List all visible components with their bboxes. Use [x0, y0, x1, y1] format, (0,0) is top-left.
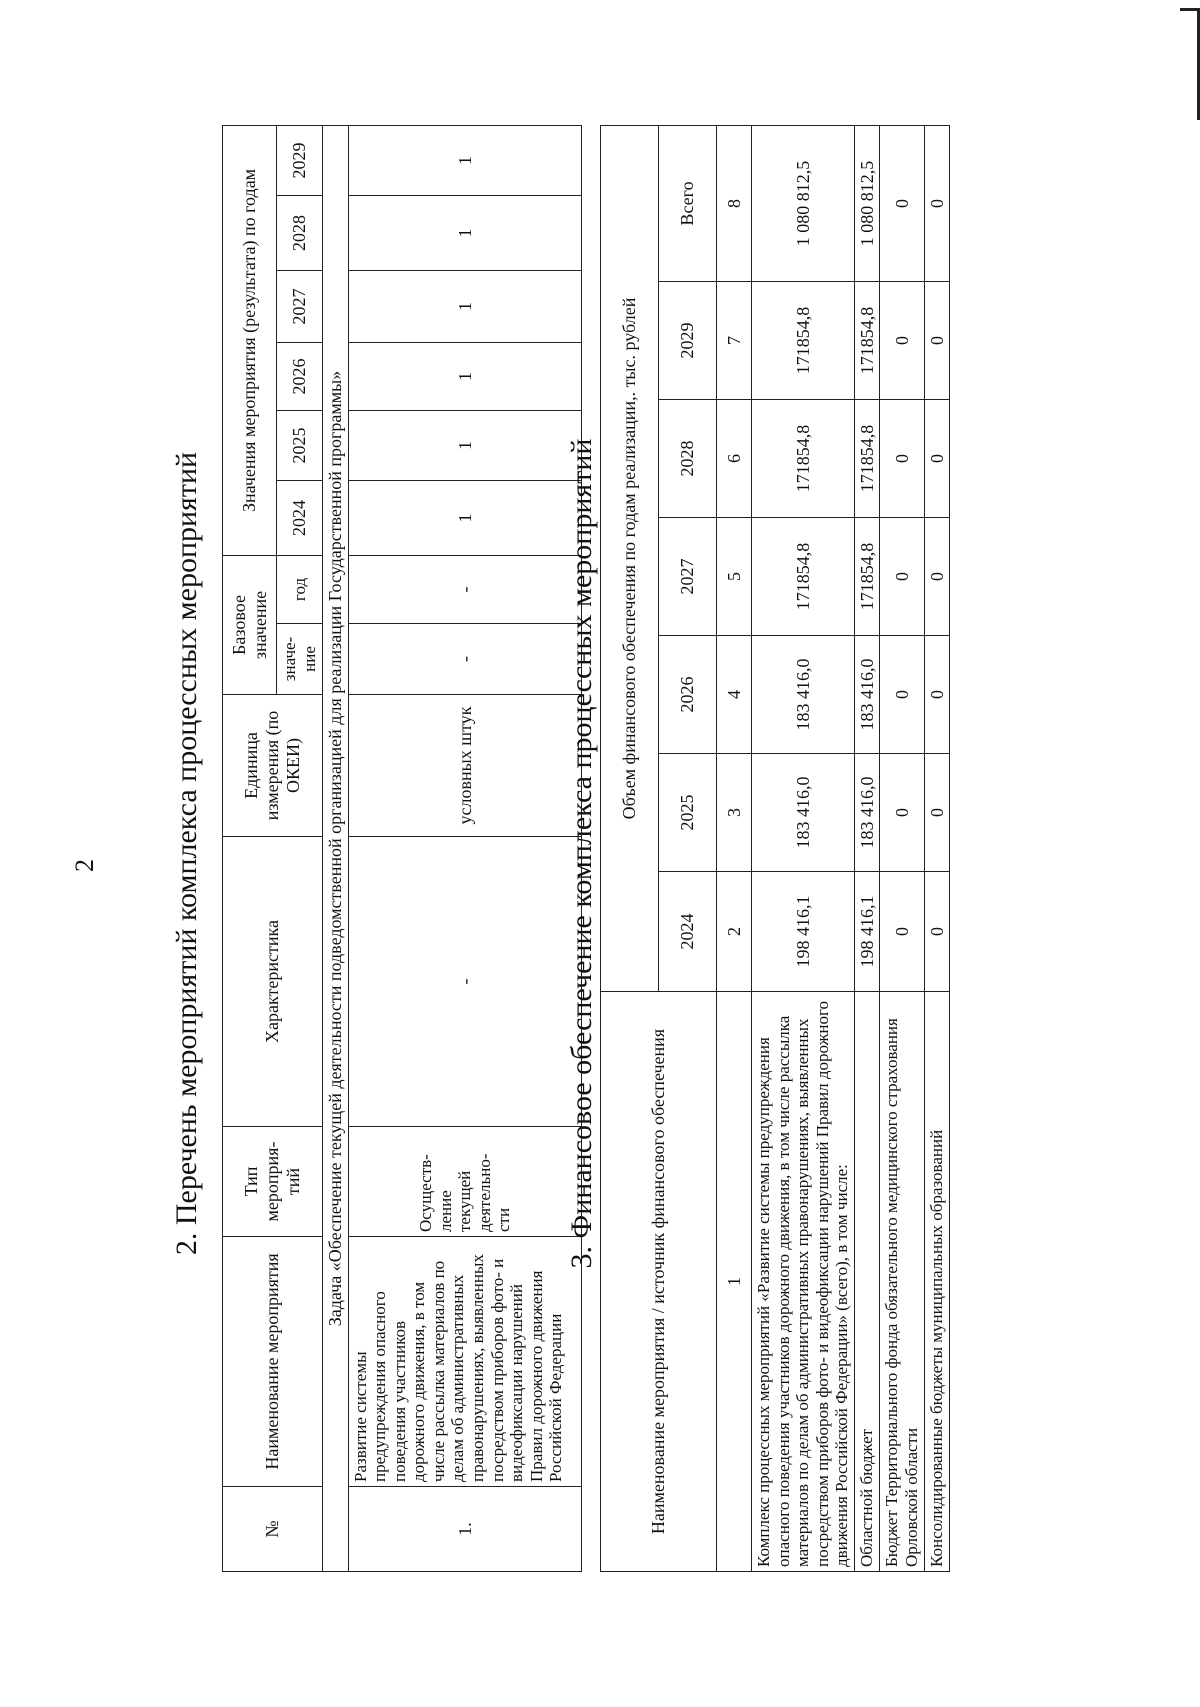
- fin-header-year-2028: 2028: [659, 400, 717, 518]
- page-number: 2: [70, 859, 99, 872]
- row-value-2025: 1: [348, 410, 581, 480]
- row-value-2029: 1: [348, 125, 581, 195]
- row-type: Осуществ-ление текущей деятельно-сти: [348, 1127, 581, 1237]
- header-unit: Единица измерения (по ОКЕИ): [223, 695, 323, 837]
- col-number: 7: [717, 282, 752, 400]
- fin-value: 0: [880, 282, 924, 400]
- row-value-2028: 1: [348, 195, 581, 270]
- fin-value-total: 1 080 812,5: [854, 125, 880, 281]
- fin-value: 0: [924, 282, 950, 400]
- row-value-2026: 1: [348, 342, 581, 410]
- fin-header-year-2029: 2029: [659, 282, 717, 400]
- header-name: Наименование мероприятия: [223, 1237, 323, 1487]
- fin-value: 183 416,0: [854, 636, 880, 754]
- header-year-2025: 2025: [277, 410, 323, 480]
- fin-header-year-2025: 2025: [659, 754, 717, 872]
- col-number: 6: [717, 400, 752, 518]
- fin-value-total: 0: [880, 125, 924, 281]
- task-row: Задача «Обеспечение текущей деятельности подведомственной организацией для реализации Государственной программы»: [323, 125, 349, 1571]
- fin-value: 198 416,1: [854, 872, 880, 992]
- row-unit: условных штук: [348, 695, 581, 837]
- col-number: 5: [717, 518, 752, 636]
- fin-value: 171854,8: [752, 400, 855, 518]
- table-row: [752, 125, 855, 1571]
- row-base-value: -: [348, 624, 581, 695]
- row-base-year: -: [348, 555, 581, 623]
- fin-value-total: 0: [924, 125, 950, 281]
- header-year-2027: 2027: [277, 270, 323, 342]
- fin-value: 171854,8: [752, 282, 855, 400]
- row-characteristic: -: [348, 837, 581, 1127]
- fin-value: 198 416,1: [752, 872, 855, 992]
- table-row: [348, 125, 581, 1571]
- section-3-title: 3. Финансовое обеспечение комплекса процессных мероприятий: [565, 438, 598, 1269]
- financing-table: [600, 125, 950, 1572]
- fin-value: 171854,8: [854, 518, 880, 636]
- section-2-title: 2. Перечень мероприятий комплекса процессных мероприятий: [170, 451, 203, 1256]
- fin-value: 0: [880, 636, 924, 754]
- col-number: 4: [717, 636, 752, 754]
- col-number: 8: [717, 125, 752, 281]
- activities-table: [222, 125, 582, 1572]
- fin-value: 183 416,0: [752, 754, 855, 872]
- col-number: 3: [717, 754, 752, 872]
- header-base: Базовое значение: [223, 555, 277, 694]
- fin-value: 0: [880, 400, 924, 518]
- header-base-year: год: [277, 555, 323, 623]
- header-base-value: значе-ние: [277, 624, 323, 695]
- header-no: №: [223, 1487, 323, 1572]
- table-row: [880, 125, 924, 1571]
- fin-value: 171854,8: [854, 282, 880, 400]
- fin-row-name: Консолидированные бюджеты муниципальных образований: [924, 992, 950, 1572]
- fin-value: 0: [924, 636, 950, 754]
- fin-header-year-2026: 2026: [659, 636, 717, 754]
- header-characteristic: Характеристика: [223, 837, 323, 1127]
- row-no: 1.: [348, 1487, 581, 1572]
- fin-value: 0: [924, 754, 950, 872]
- fin-value: 0: [924, 518, 950, 636]
- table-row: [924, 125, 950, 1571]
- header-year-2024: 2024: [277, 480, 323, 555]
- fin-value: 183 416,0: [854, 754, 880, 872]
- fin-value: 0: [880, 872, 924, 992]
- fin-value: 183 416,0: [752, 636, 855, 754]
- column-number-row: [717, 125, 752, 1571]
- table-row: [854, 125, 880, 1571]
- fin-header-volume: Объем финансового обеспечения по годам реализации,. тыс. рублей: [601, 125, 659, 991]
- fin-row-name: Областной бюджет: [854, 992, 880, 1572]
- fin-value: 0: [924, 400, 950, 518]
- fin-value: 171854,8: [752, 518, 855, 636]
- fin-row-name: Комплекс процессных мероприятий «Развитие системы предупреждения опасного поведения участников дорожного движения, в том числе рассылка материалов по делам об административных правонарушениях, выявленных посредством приборов фото- и видеофиксации нарушений Правил дорожного движения Российской Федерации» (всего), в том числе:: [752, 992, 855, 1572]
- fin-value-total: 1 080 812,5: [752, 125, 855, 281]
- header-year-2026: 2026: [277, 342, 323, 410]
- col-number: 2: [717, 872, 752, 992]
- col-number: 1: [717, 992, 752, 1572]
- header-type: Тип мероприя-тий: [223, 1127, 323, 1237]
- fin-value: 0: [880, 754, 924, 872]
- fin-header-year-2024: 2024: [659, 872, 717, 992]
- fin-value: 171854,8: [854, 400, 880, 518]
- header-values-by-year: Значения мероприятия (результата) по годам: [223, 125, 277, 555]
- fin-header-total: Всего: [659, 125, 717, 281]
- fin-header-year-2027: 2027: [659, 518, 717, 636]
- fin-value: 0: [880, 518, 924, 636]
- fin-header-name: Наименование мероприятия / источник финансового обеспечения: [601, 992, 717, 1572]
- header-year-2028: 2028: [277, 195, 323, 270]
- header-year-2029: 2029: [277, 125, 323, 195]
- fin-value: 0: [924, 872, 950, 992]
- row-value-2024: 1: [348, 480, 581, 555]
- row-value-2027: 1: [348, 270, 581, 342]
- fin-row-name: Бюджет Территориального фонда обязательного медицинского страхования Орловской области: [880, 992, 924, 1572]
- row-name: Развитие системы предупреждения опасного поведения участников дорожного движения, в том числе рассылка материалов по делам об административных правонарушениях, выявленных посредством приборов фото- и видеофиксации нарушений Правил дорожного движения Российской Федерации: [348, 1237, 581, 1487]
